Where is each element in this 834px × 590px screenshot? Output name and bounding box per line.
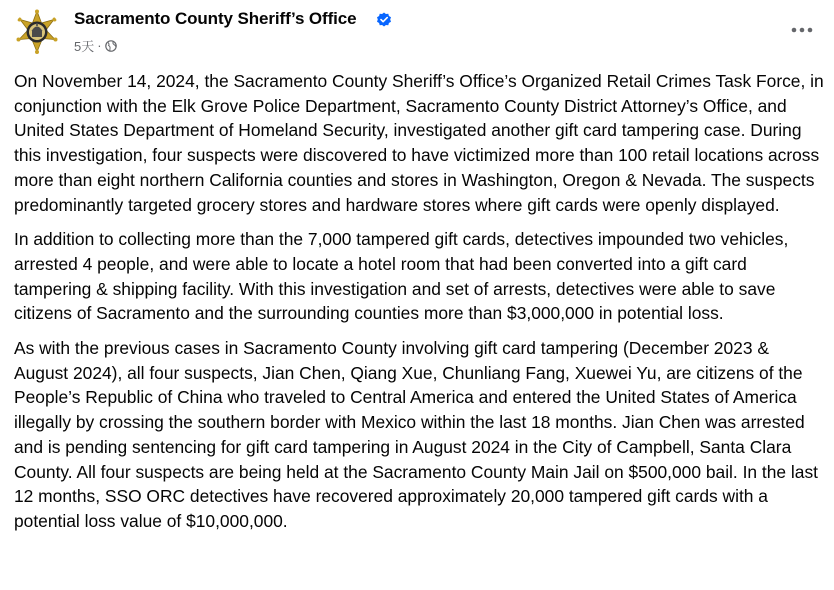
post-meta bbox=[74, 36, 117, 55]
page-name[interactable]: Sacramento County Sheriff’s Office bbox=[74, 9, 357, 28]
more-options-icon bbox=[791, 27, 813, 33]
page-avatar[interactable] bbox=[14, 9, 60, 55]
post-paragraph-1: On November 14, 2024, the Sacramento County Sheriff’s Office’s Organized Retail Crimes Task Force, in conjunction with the Elk Grove Police Department, Sacramento County District Attorney’s Office, and United States Department of Homeland Security, investigated another gift card tampering case. During this investigation, four suspects were discovered to have victimized more than 100 retail locations across more than eight northern California counties and stores in Washington, Oregon & Nevada. The suspects predominantly targeted grocery stores and hardware stores where gift cards were openly displayed. bbox=[14, 71, 824, 215]
sheriff-star-badge-icon bbox=[14, 9, 60, 55]
post-paragraph-3: As with the previous cases in Sacramento County involving gift card tampering (December 2023 & August 2024), all four suspects, Jian Chen, Qiang Xue, Chunliang Fang, Xuewei Yu, are citizens of the People’s Republic of China who traveled to Central America and entered the United States of America illegally by crossing the southern border with Mexico within the last 18 months. Jian Chen was arrested and is pending sentencing for gift card tampering in August 2024 in the City of Campbell, Santa Clara County. All four suspects are being held at the Sacramento County Main Jail on $500,000 bail. In the last 12 months, SSO ORC detectives have recovered approximately 20,000 tampered gift cards with a potential loss value of $10,000,000. bbox=[14, 338, 818, 531]
more-options-button[interactable] bbox=[786, 16, 818, 44]
meta-separator: · bbox=[97, 38, 102, 53]
post-body bbox=[14, 69, 826, 544]
post-paragraph-2: In addition to collecting more than the 7,000 tampered gift cards, detectives impounded two vehicles, arrested 4 people, and were able to locate a hotel room that had been converted into a gift card tampering & shipping facility. With this investigation and set of arrests, detectives were able to save citizens of Sacramento and the surrounding counties more than $3,000,000 in potential loss. bbox=[14, 229, 789, 324]
post-header bbox=[0, 0, 834, 64]
post-timestamp[interactable]: 5天 bbox=[74, 39, 95, 54]
globe-icon[interactable] bbox=[105, 40, 117, 52]
verified-badge-icon bbox=[376, 12, 392, 28]
